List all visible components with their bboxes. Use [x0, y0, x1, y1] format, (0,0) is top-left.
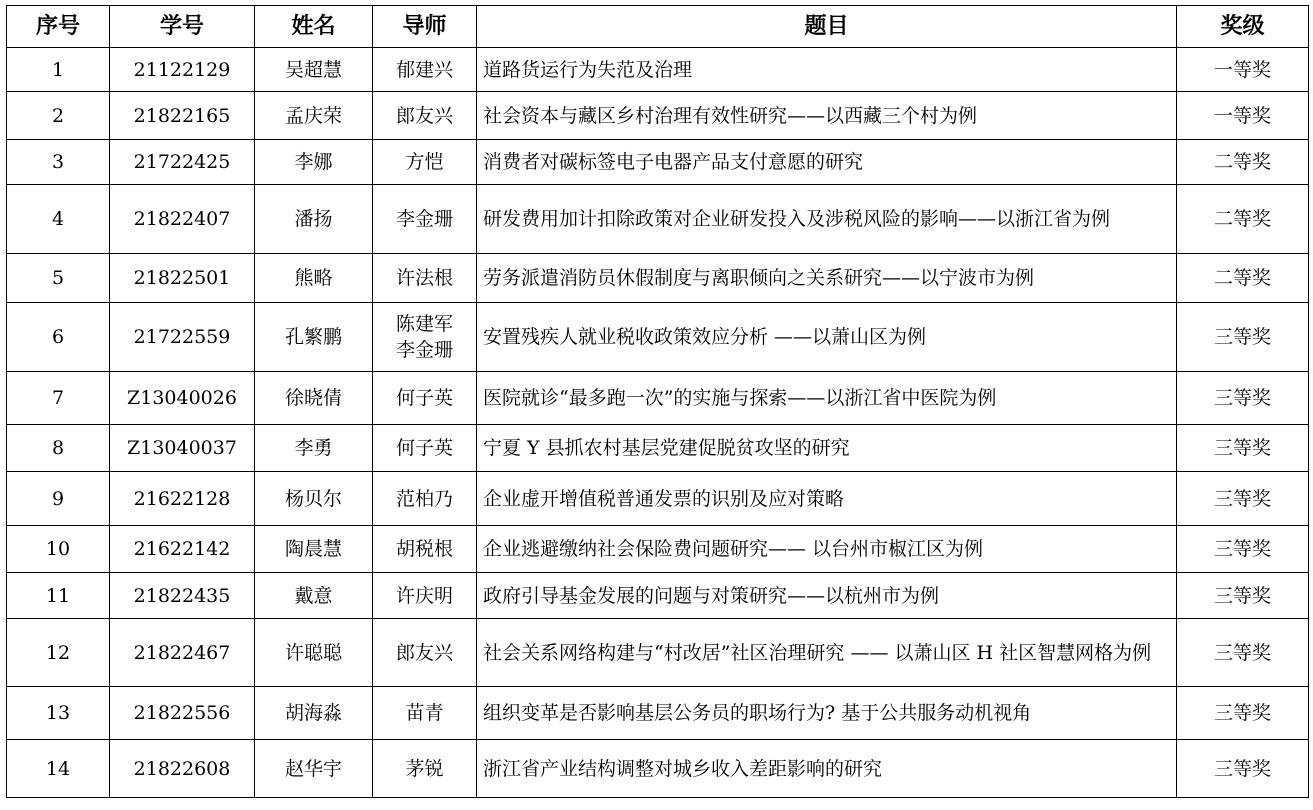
cell-advisor — [373, 619, 477, 687]
cell-seq: 3 — [7, 140, 110, 185]
cell-title: 医院就诊“最多跑一次”的实施与探索——以浙江省中医院为例 — [477, 372, 1177, 425]
cell-seq: 13 — [7, 687, 110, 740]
cell-name: 李娜 — [255, 140, 373, 185]
cell-seq: 5 — [7, 254, 110, 303]
table-row — [7, 48, 1309, 92]
cell-advisor — [373, 526, 477, 573]
cell-award: 二等奖 — [1177, 185, 1309, 254]
header-row — [7, 6, 1309, 48]
table-row — [7, 303, 1309, 372]
header-title: 题目 — [477, 6, 1177, 48]
table-body — [7, 48, 1309, 798]
cell-award: 三等奖 — [1177, 472, 1309, 526]
cell-advisor — [373, 254, 477, 303]
table-row — [7, 185, 1309, 254]
cell-title: 政府引导基金发展的问题与对策研究——以杭州市为例 — [477, 573, 1177, 619]
cell-advisor — [373, 48, 477, 92]
cell-seq: 6 — [7, 303, 110, 372]
header-advisor: 导师 — [373, 6, 477, 48]
table-row — [7, 372, 1309, 425]
advisor-name: 胡税根 — [395, 538, 453, 560]
cell-seq: 2 — [7, 92, 110, 140]
cell-name: 吴超慧 — [255, 48, 373, 92]
cell-advisor — [373, 92, 477, 140]
cell-student-id: 21622142 — [110, 526, 255, 573]
advisor-name: 郎友兴 — [395, 104, 453, 127]
advisor-name: 许庆明 — [395, 584, 453, 607]
cell-name: 赵华宇 — [255, 740, 373, 798]
table-row — [7, 254, 1309, 303]
cell-advisor — [373, 425, 477, 472]
cell-title: 企业虚开增值税普通发票的识别及应对策略 — [477, 472, 1177, 526]
cell-name: 杨贝尔 — [255, 472, 373, 526]
cell-student-id: 21822407 — [110, 185, 255, 254]
advisor-name: 李金珊 — [395, 208, 453, 230]
cell-award: 三等奖 — [1177, 303, 1309, 372]
cell-student-id: 21822165 — [110, 92, 255, 140]
cell-title: 安置残疾人就业税收政策效应分析 ——以萧山区为例 — [477, 303, 1177, 372]
cell-award: 三等奖 — [1177, 687, 1309, 740]
cell-advisor — [373, 472, 477, 526]
cell-name: 陶晨慧 — [255, 526, 373, 573]
advisor-name: 李金珊 — [395, 339, 453, 361]
cell-student-id: 21822608 — [110, 740, 255, 798]
cell-name: 孔繁鹏 — [255, 303, 373, 372]
cell-name: 熊略 — [255, 254, 373, 303]
cell-advisor — [373, 740, 477, 798]
advisor-name: 苗青 — [405, 702, 444, 724]
cell-award: 三等奖 — [1177, 425, 1309, 472]
cell-award: 三等奖 — [1177, 740, 1309, 798]
cell-award: 三等奖 — [1177, 372, 1309, 425]
table-row — [7, 472, 1309, 526]
table-row — [7, 92, 1309, 140]
cell-name: 徐晓倩 — [255, 372, 373, 425]
cell-title: 研发费用加计扣除政策对企业研发投入及涉税风险的影响——以浙江省为例 — [477, 185, 1177, 254]
cell-award: 三等奖 — [1177, 619, 1309, 687]
advisor-name: 方恺 — [405, 151, 444, 173]
advisor-name: 郁建兴 — [395, 58, 453, 81]
header-seq: 序号 — [7, 6, 110, 48]
cell-award: 三等奖 — [1177, 526, 1309, 573]
cell-advisor — [373, 687, 477, 740]
cell-seq: 7 — [7, 372, 110, 425]
cell-student-id: 21122129 — [110, 48, 255, 92]
cell-seq: 4 — [7, 185, 110, 254]
table-row — [7, 619, 1309, 687]
cell-advisor — [373, 303, 477, 372]
header-name: 姓名 — [255, 6, 373, 48]
cell-award: 一等奖 — [1177, 92, 1309, 140]
cell-award: 三等奖 — [1177, 573, 1309, 619]
cell-advisor — [373, 573, 477, 619]
header-student-id: 学号 — [110, 6, 255, 48]
header-award: 奖级 — [1177, 6, 1309, 48]
cell-student-id: 21822556 — [110, 687, 255, 740]
cell-advisor — [373, 185, 477, 254]
table-row — [7, 425, 1309, 472]
advisor-name: 郎友兴 — [395, 641, 453, 664]
cell-title: 浙江省产业结构调整对城乡收入差距影响的研究 — [477, 740, 1177, 798]
table-row — [7, 140, 1309, 185]
cell-name: 孟庆荣 — [255, 92, 373, 140]
cell-name: 许聪聪 — [255, 619, 373, 687]
advisor-name: 茅锐 — [405, 757, 444, 780]
advisor-name: 陈建军 — [395, 313, 453, 335]
table-row — [7, 687, 1309, 740]
cell-student-id: 21822467 — [110, 619, 255, 687]
cell-title: 宁夏 Y 县抓农村基层党建促脱贫攻坚的研究 — [477, 425, 1177, 472]
cell-seq: 14 — [7, 740, 110, 798]
cell-title: 组织变革是否影响基层公务员的职场行为? 基于公共服务动机视角 — [477, 687, 1177, 740]
awards-table — [6, 5, 1309, 798]
cell-seq: 12 — [7, 619, 110, 687]
cell-title: 社会关系网络构建与“村改居”社区治理研究 —— 以萧山区 H 社区智慧网格为例 — [477, 619, 1177, 687]
cell-student-id: 21622128 — [110, 472, 255, 526]
cell-seq: 11 — [7, 573, 110, 619]
cell-seq: 8 — [7, 425, 110, 472]
cell-name: 李勇 — [255, 425, 373, 472]
cell-title: 道路货运行为失范及治理 — [477, 48, 1177, 92]
cell-student-id: 21822435 — [110, 573, 255, 619]
cell-title: 企业逃避缴纳社会保险费问题研究—— 以台州市椒江区为例 — [477, 526, 1177, 573]
cell-award: 一等奖 — [1177, 48, 1309, 92]
table-row — [7, 573, 1309, 619]
cell-award: 二等奖 — [1177, 140, 1309, 185]
advisor-name: 范柏乃 — [395, 487, 453, 510]
cell-student-id: 21722425 — [110, 140, 255, 185]
cell-student-id: Z13040037 — [110, 425, 255, 472]
cell-seq: 10 — [7, 526, 110, 573]
cell-title: 消费者对碳标签电子电器产品支付意愿的研究 — [477, 140, 1177, 185]
cell-student-id: Z13040026 — [110, 372, 255, 425]
advisor-name: 何子英 — [395, 437, 453, 459]
cell-seq: 9 — [7, 472, 110, 526]
table-row — [7, 740, 1309, 798]
table-row — [7, 526, 1309, 573]
cell-name: 潘扬 — [255, 185, 373, 254]
cell-student-id: 21722559 — [110, 303, 255, 372]
cell-seq: 1 — [7, 48, 110, 92]
cell-name: 戴意 — [255, 573, 373, 619]
advisor-name: 许法根 — [395, 267, 453, 289]
cell-name: 胡海淼 — [255, 687, 373, 740]
cell-student-id: 21822501 — [110, 254, 255, 303]
cell-award: 二等奖 — [1177, 254, 1309, 303]
cell-title: 社会资本与藏区乡村治理有效性研究——以西藏三个村为例 — [477, 92, 1177, 140]
cell-advisor — [373, 140, 477, 185]
cell-advisor — [373, 372, 477, 425]
cell-title: 劳务派遣消防员休假制度与离职倾向之关系研究——以宁波市为例 — [477, 254, 1177, 303]
advisor-name: 何子英 — [395, 387, 453, 409]
